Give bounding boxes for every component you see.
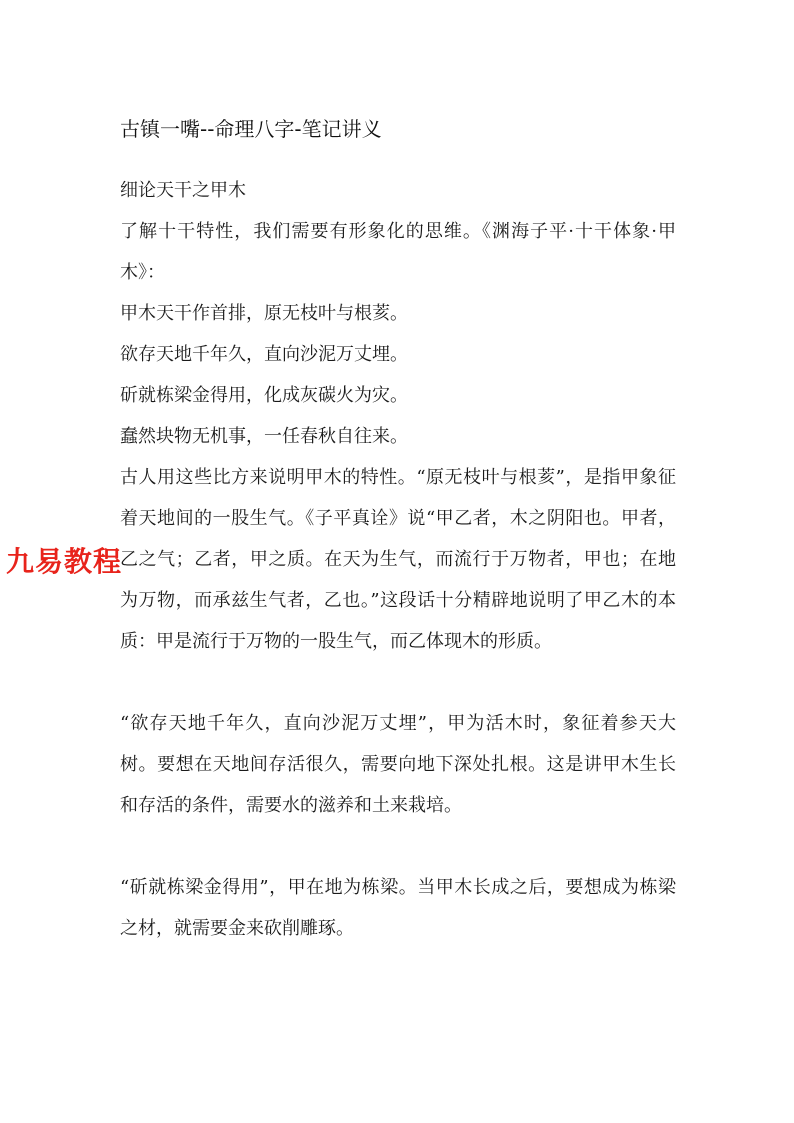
paragraph-gap (120, 662, 676, 703)
poem-line: 甲木天干作首排，原无枝叶与根荄。 (120, 303, 408, 324)
document-title: 古镇一嘴--命理八字-笔记讲义 (120, 117, 382, 141)
poem-line: 斫就栋梁金得用，化成灰碳火为灾。 (120, 385, 408, 406)
body-paragraph: “欲存天地千年久，直向沙泥万丈埋”，甲为活木时，象征着参天大树。要想在天地间存活很久，需要向地下深处扎根。这是讲甲木生长和存活的条件，需要水的滋养和土来栽培。 (120, 713, 676, 816)
body-paragraph: 古人用这些比方来说明甲木的特性。“原无枝叶与根荄”，是指甲象征着天地间的一股生气。《子平真诠》说“甲乙者，木之阴阳也。甲者，乙之气；乙者，甲之质。在天为生气，而流行于万物者，甲也；在地为万物，而承兹生气者，乙也。”这段话十分精辟地说明了甲乙木的本质：甲是流行于万物的一股生气，而乙体现木的形质。 (120, 467, 676, 652)
paragraph-gap (120, 826, 676, 867)
section-heading: 细论天干之甲木 (120, 180, 246, 201)
watermark-logo: 九易教程 (6, 545, 123, 578)
poem-line: 蠢然块物无机事，一任春秋自往来。 (120, 426, 408, 447)
intro-paragraph: 了解十干特性，我们需要有形象化的思维。《渊海子平·十干体象·甲木》： (120, 221, 676, 283)
document-body (120, 170, 676, 949)
body-paragraph: “斫就栋梁金得用”，甲在地为栋梁。当甲木长成之后，要想成为栋梁之材，就需要金来砍削雕琢。 (120, 877, 676, 939)
poem-line: 欲存天地千年久，直向沙泥万丈埋。 (120, 344, 408, 365)
